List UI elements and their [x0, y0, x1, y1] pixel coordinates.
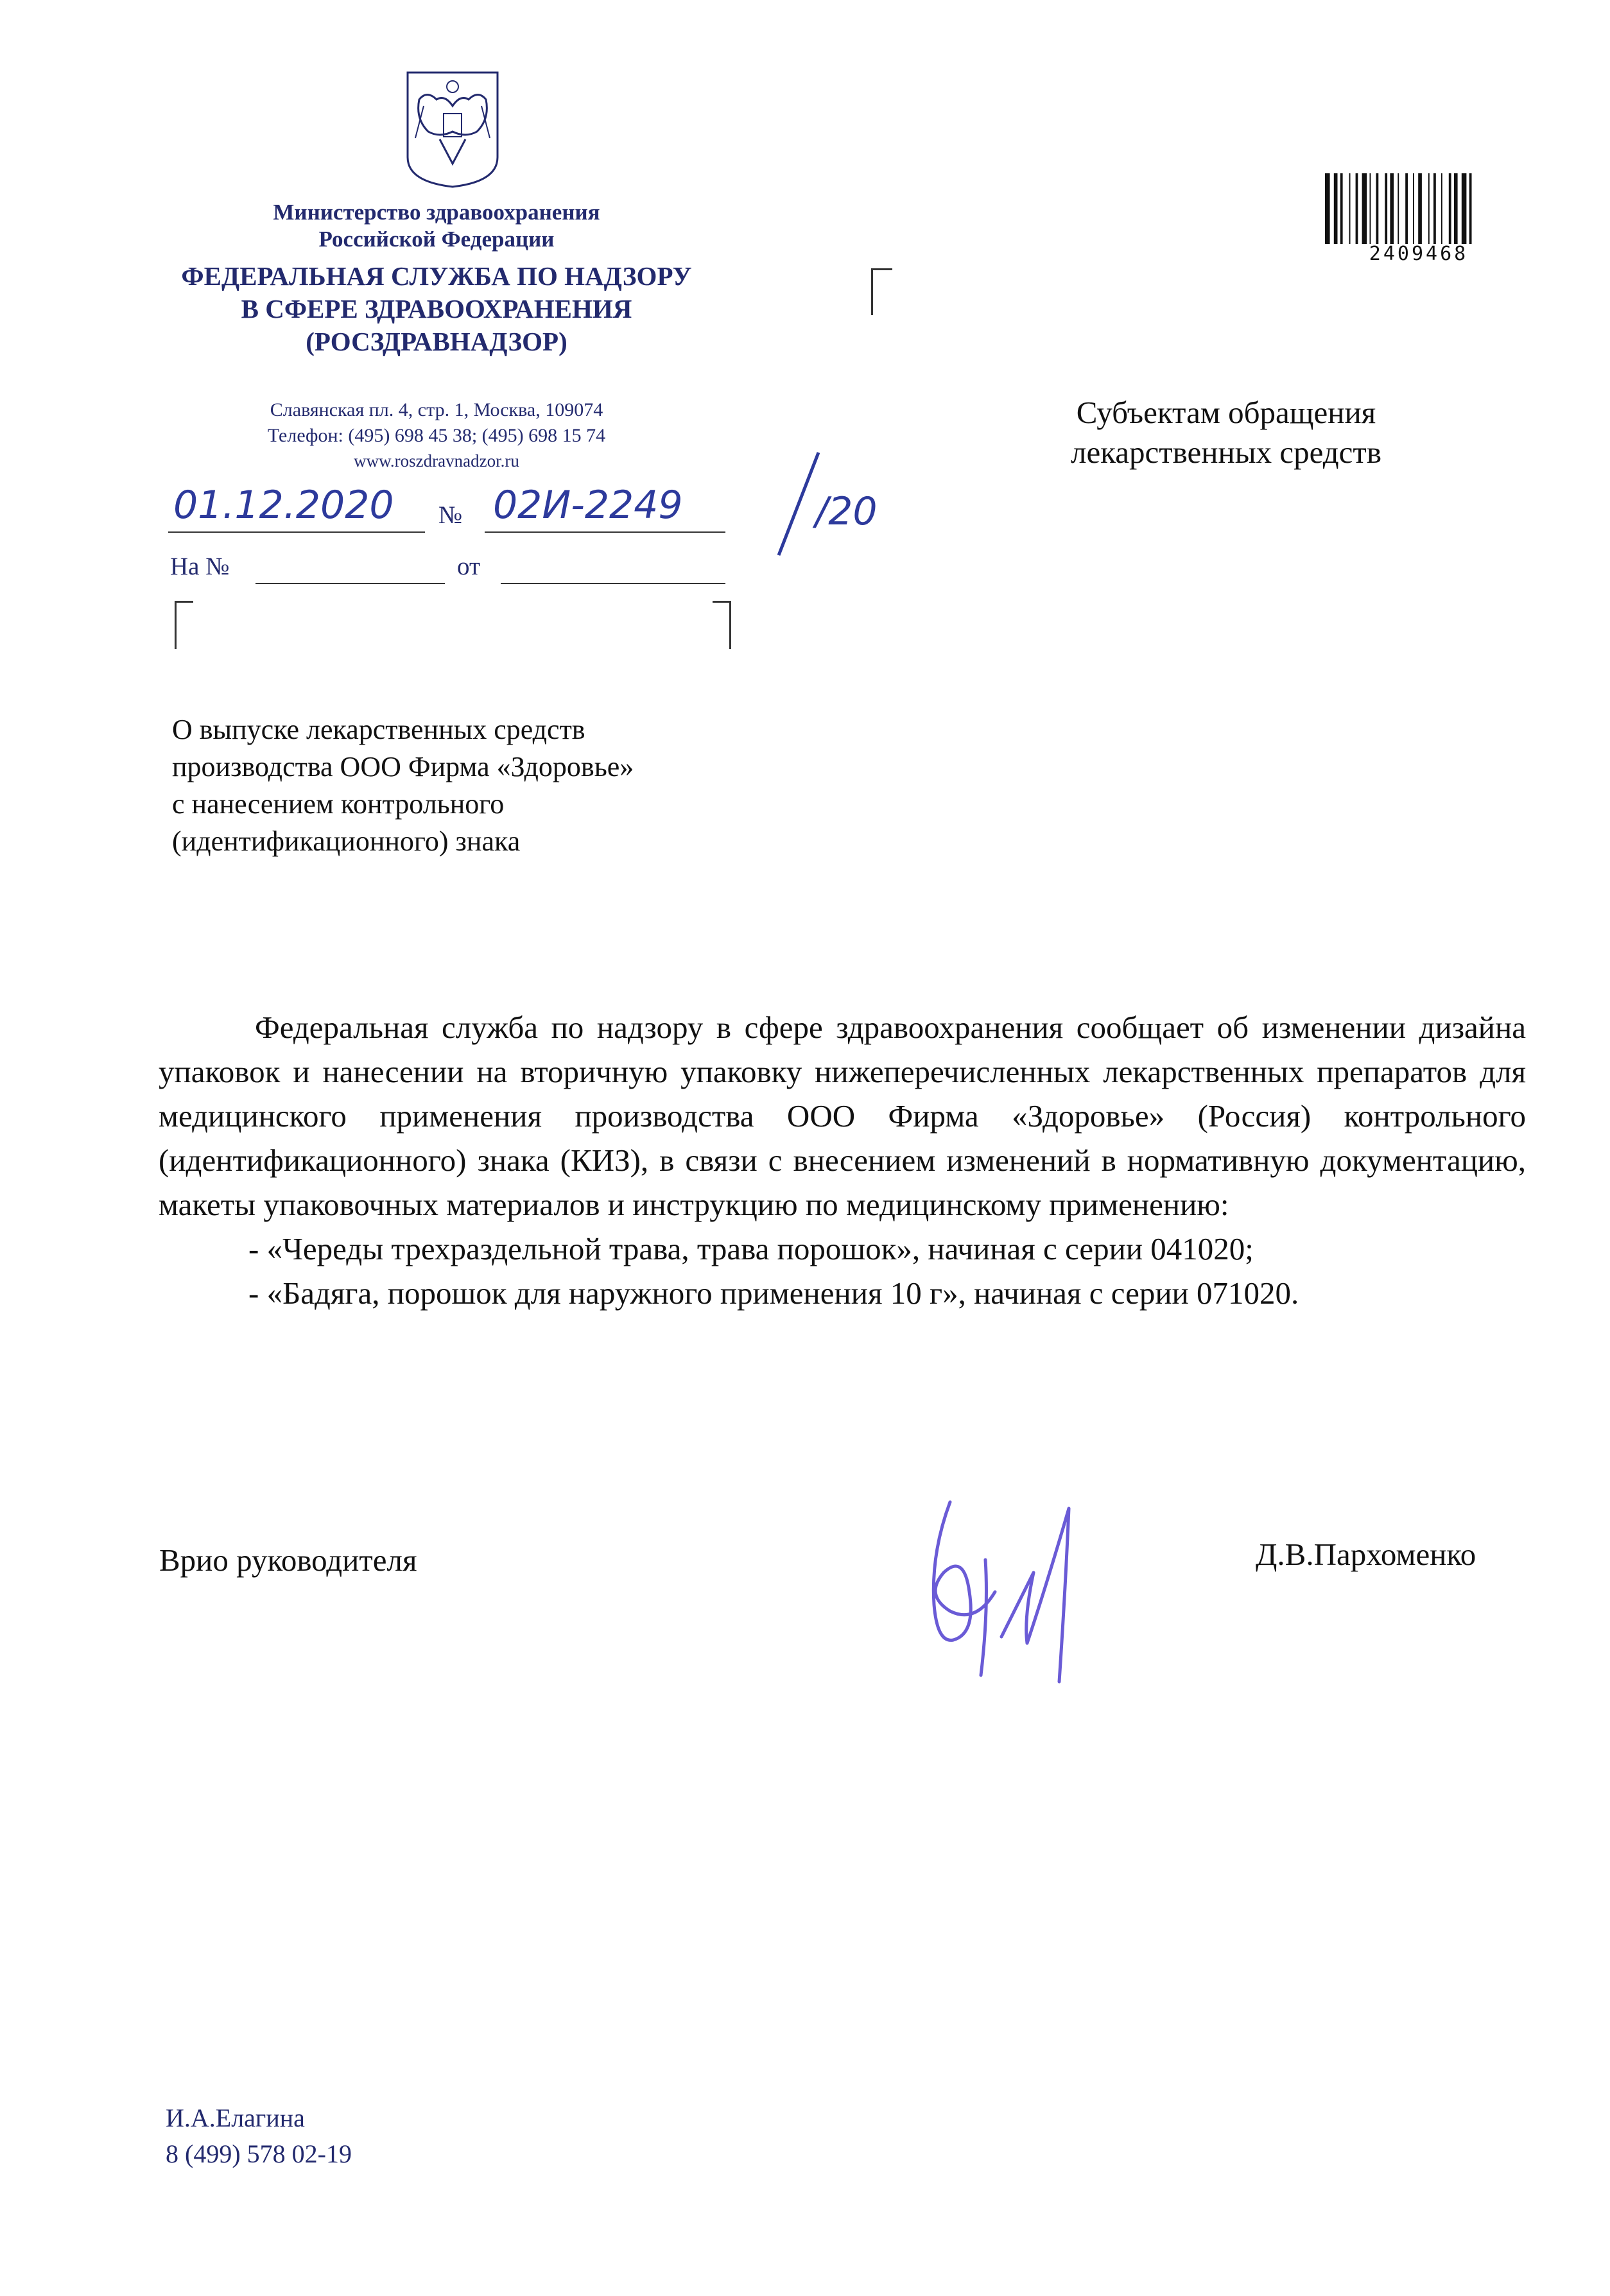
letter-body [159, 1005, 1526, 1315]
ministry-line-2: Российской Федерации [318, 227, 555, 252]
contact-phone: 8 (499) 578 02-19 [166, 2139, 352, 2168]
coat-of-arms-emblem [401, 67, 504, 189]
outgoing-number-suffix: /20 [815, 489, 878, 534]
subject-corner-right [713, 601, 731, 649]
reference-date-label: от [457, 553, 481, 580]
subject-line-3: с нанесением контрольного [172, 788, 505, 820]
service-line-1: ФЕДЕРАЛЬНАЯ СЛУЖБА ПО НАДЗОРУ [181, 261, 692, 291]
contact-person: И.А.Елагина [166, 2103, 305, 2132]
subject-corner-left [175, 601, 193, 649]
reference-date-blank [501, 583, 725, 584]
outgoing-date: 01.12.2020 [173, 483, 394, 528]
barcode [1322, 173, 1515, 244]
body-paragraph: Федеральная служба по надзору в сфере здравоохранения сообщает об изменении дизайна упаковок и нанесении на вторичную упаковку нижеперечисленных лекарственных препаратов для медицинского применения производства ООО Фирма «Здоровье» (Россия) контрольного (идентификационного) знака (КИЗ), в связи с внесением изменений в нормативную документацию, макеты упаковочных материалов и инструкцию по медицинскому применению: [159, 1010, 1526, 1222]
subject [172, 711, 814, 860]
recipient-line-2: лекарственных средств [1071, 435, 1381, 470]
reference-number-blank [255, 583, 445, 584]
reference-number-label: На № [170, 553, 230, 580]
address: Славянская пл. 4, стр. 1, Москва, 109074 [270, 399, 603, 420]
signatory-position: Врио руководителя [159, 1542, 417, 1578]
handwritten-signature [905, 1483, 1104, 1688]
recipient-line-1: Субъектам обращения [1076, 395, 1376, 430]
website-link[interactable]: www.roszdravnadzor.ru [354, 451, 519, 470]
subject-line-4: (идентификационного) знака [172, 825, 521, 857]
recipient [1001, 393, 1451, 472]
outgoing-number: 02И-2249 [493, 483, 683, 528]
date-underline [168, 531, 425, 533]
number-underline [485, 531, 725, 533]
ministry-line-1: Министерство здравоохранения [273, 200, 600, 225]
signatory-name: Д.В.Пархоменко [1256, 1537, 1476, 1572]
phone: Телефон: (495) 698 45 38; (495) 698 15 74 [267, 425, 606, 446]
subject-line-1: О выпуске лекарственных средств [172, 714, 585, 745]
number-sign: № [438, 501, 463, 529]
barcode-number: 2409468 [1369, 243, 1469, 265]
address-corner-left [871, 268, 892, 315]
contact-block [166, 2100, 352, 2172]
subject-line-2: производства ООО Фирма «Здоровье» [172, 751, 634, 782]
service-line-3: (РОСЗДРАВНАДЗОР) [306, 327, 567, 356]
body-item-2: - «Бадяга, порошок для наружного применения 10 г», начиная с серии 071020. [248, 1275, 1299, 1311]
body-item-1: - «Череды трехраздельной трава, трава порошок», начиная с серии 041020; [248, 1231, 1254, 1266]
service-line-2: В СФЕРЕ ЗДРАВООХРАНЕНИЯ [241, 294, 632, 324]
